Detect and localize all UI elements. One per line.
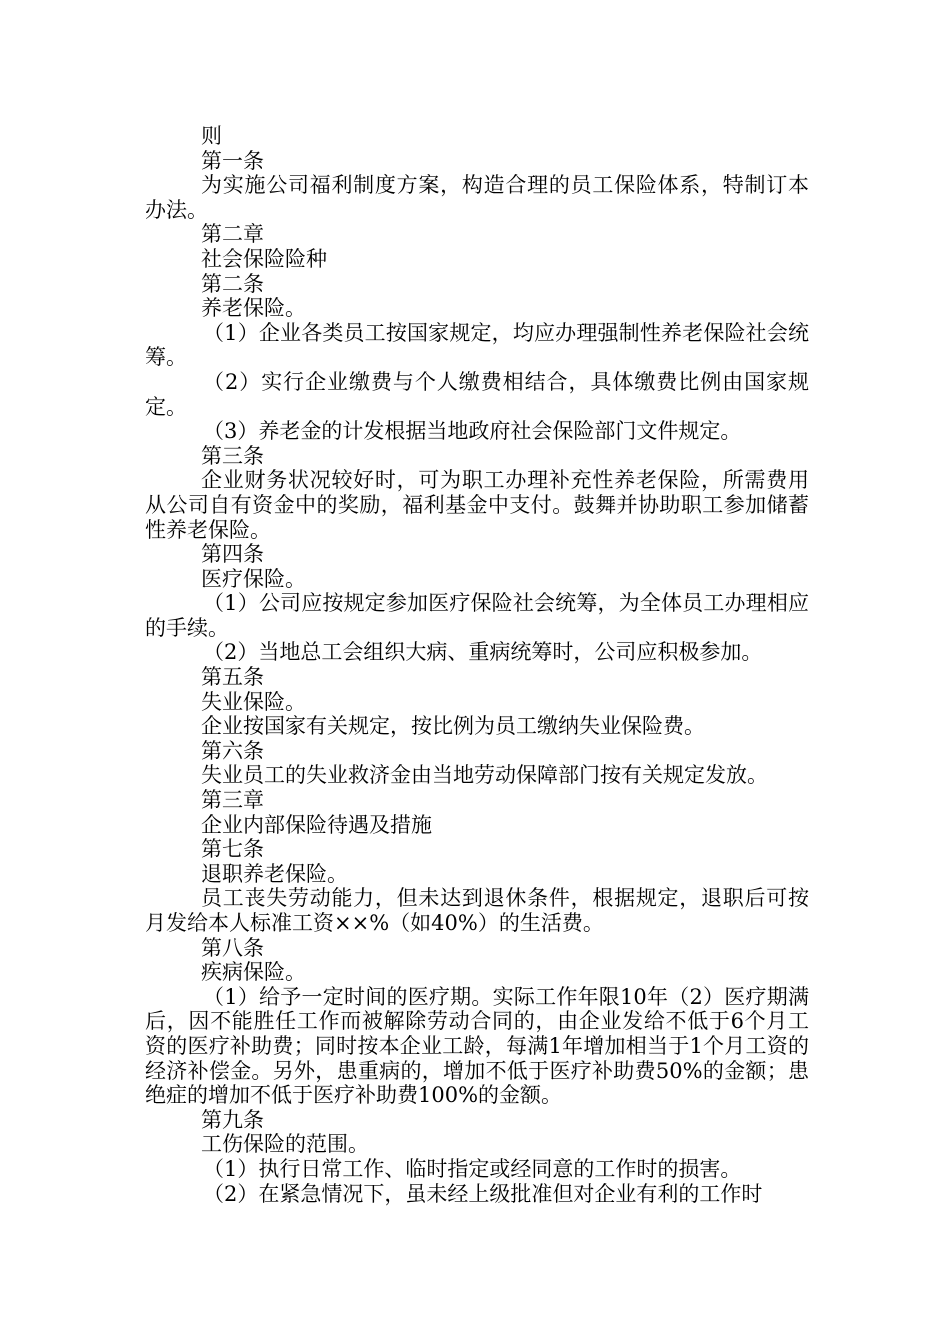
- document-paragraph: 疾病保险。: [201, 960, 306, 985]
- document-paragraph: 失业保险。: [201, 689, 306, 714]
- document-paragraph: 员工丧失劳动能力，但未达到退休条件，根据规定，退职后可按月发给本人标准工资××%（如40%）的生活费。: [145, 886, 809, 935]
- document-paragraph: （2）当地总工会组织大病、重病统筹时，公司应积极参加。: [203, 640, 763, 665]
- document-paragraph: 企业财务状况较好时，可为职工办理补充性养老保险，所需费用从公司自有资金中的奖励，福利基金中支付。鼓舞并协助职工参加储蓄性养老保险。: [145, 468, 809, 542]
- document-paragraph: 第二条: [201, 271, 264, 296]
- document-paragraph: 第七条: [201, 837, 264, 862]
- document-paragraph: （1）执行日常工作、临时指定或经同意的工作时的损害。: [203, 1156, 742, 1181]
- document-paragraph: 第三章: [201, 788, 264, 813]
- document-paragraph: （1）企业各类员工按国家规定，均应办理强制性养老保险社会统筹。: [145, 320, 809, 370]
- document-paragraph: （1）公司应按规定参加医疗保险社会统筹，为全体员工办理相应的手续。: [145, 591, 809, 640]
- document-paragraph: 医疗保险。: [201, 566, 306, 591]
- document-paragraph: 第四条: [201, 542, 264, 567]
- document-paragraph: 企业按国家有关规定，按比例为员工缴纳失业保险费。: [201, 714, 705, 739]
- document-paragraph: 工伤保险的范围。: [201, 1132, 369, 1157]
- document-paragraph: 为实施公司福利制度方案，构造合理的员工保险体系，特制订本办法。: [145, 173, 809, 222]
- document-paragraph: 第一条: [201, 148, 264, 173]
- document-paragraph: 企业内部保险待遇及措施: [201, 812, 432, 837]
- document-paragraph: （2）实行企业缴费与个人缴费相结合，具体缴费比例由国家规定。: [145, 369, 809, 419]
- document-paragraph: 第五条: [201, 665, 264, 690]
- document-paragraph: 第八条: [201, 935, 264, 960]
- document-paragraph: 退职养老保险。: [201, 861, 348, 886]
- document-paragraph: 第二章: [201, 222, 264, 247]
- document-paragraph: （2）在紧急情况下，虽未经上级批准但对企业有利的工作时: [203, 1181, 763, 1206]
- document-paragraph: 社会保险险种: [201, 246, 327, 271]
- document-paragraph: （1）给予一定时间的医疗期。实际工作年限10年（2）医疗期满后，因不能胜任工作而被解除劳动合同的，由企业发给不低于6个月工资的医疗补助费；同时按本企业工龄，每满1年增加相当于1个月工资的经济补偿金。另外，患重病的，增加不低于医疗补助费50%的金额；患绝症的增加不低于医疗补助费100%的金额。: [145, 984, 809, 1108]
- document-paragraph: 第三条: [201, 443, 264, 468]
- document-paragraph: 第九条: [201, 1107, 264, 1132]
- document-paragraph: 养老保险。: [201, 296, 306, 321]
- document-paragraph: 则: [201, 124, 222, 148]
- document-paragraph: 失业员工的失业救济金由当地劳动保障部门按有关规定发放。: [201, 763, 768, 788]
- document-paragraph: 第六条: [201, 738, 264, 763]
- document-paragraph: （3）养老金的计发根据当地政府社会保险部门文件规定。: [203, 419, 742, 444]
- document-body: [145, 124, 809, 1206]
